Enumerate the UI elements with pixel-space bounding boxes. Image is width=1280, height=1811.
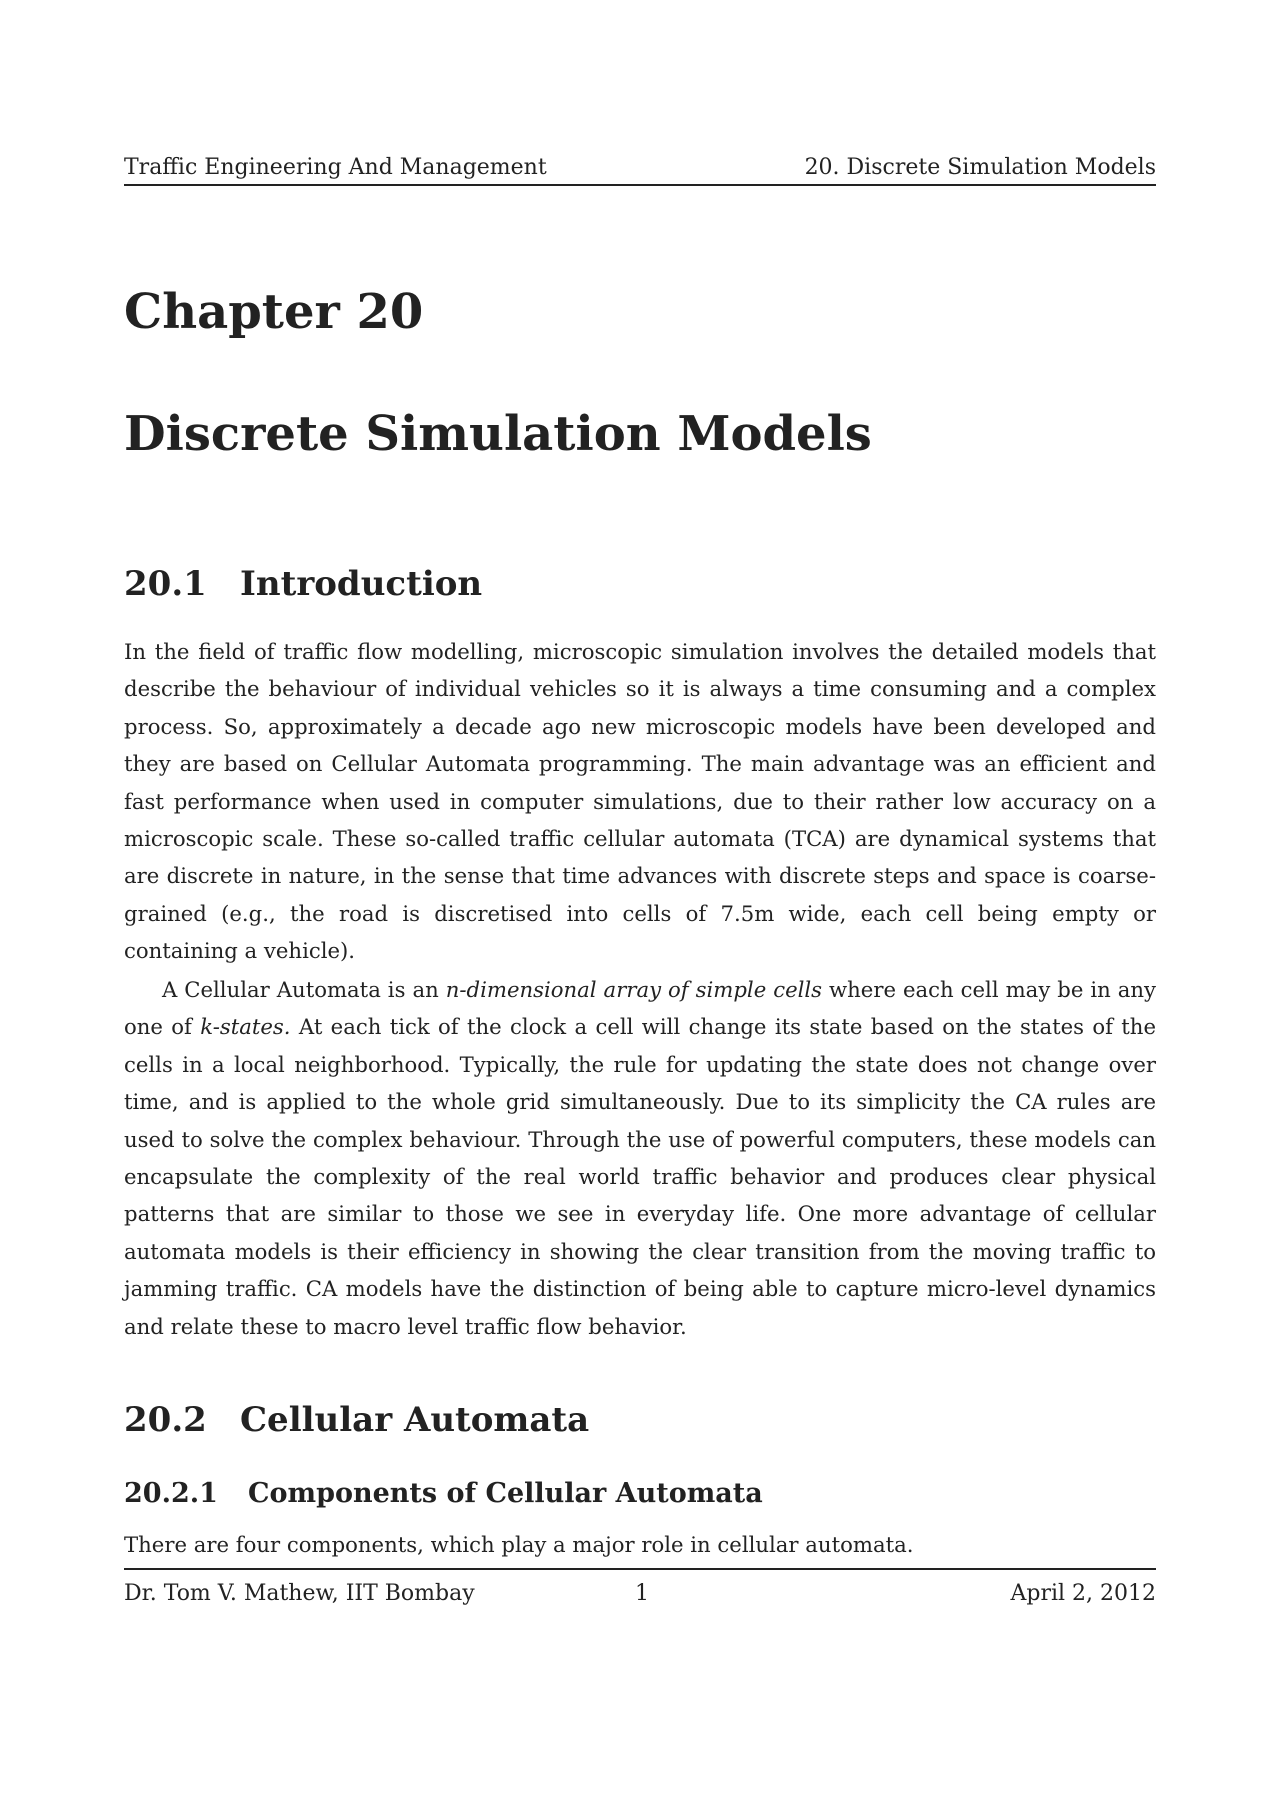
subsection-heading-components [124,1476,763,1512]
chapter-title: Discrete Simulation Models [124,406,872,462]
section-heading-cellular-automata [124,1398,589,1442]
emphasis-text: k-states. [200,1014,291,1040]
paragraph-text: where each cell may be in any one of [124,977,1156,1040]
paragraph-text: A Cellular Automata is an [162,977,446,1002]
document-page [124,0,1156,1811]
footer-date: April 2, 2012 [1010,1581,1156,1606]
running-footer [124,1568,1156,1614]
section-number: 20.2 [124,1400,207,1440]
section-heading-introduction [124,562,482,606]
running-header [124,152,1156,186]
section-title: Introduction [240,564,483,604]
intro-paragraph-1: In the field of traffic flow modelling, microscopic simulation involves the detailed models that describe the behaviour of individual vehicles so it is always a time consuming and a complex process. So, approximately a decade ago new microscopic models have been developed and they are based on Cellular Automata programming. The main advantage was an efficient and fast performance when used in computer simulations, due to their rather low accuracy on a microscopic scale. These so-called traffic cellular automata (TCA) are dynamical systems that are discrete in nature, in the sense that time advances with discrete steps and space is coarse-grained (e.g., the road is discretised into cells of 7.5m wide, each cell being empty or containing a vehicle). [124,639,1156,964]
chapter-label: Chapter 20 [124,284,424,340]
subsection-title: Components of Cellular Automata [248,1478,763,1509]
components-paragraph: There are four components, which play a major role in cellular automata. [124,1532,914,1557]
section-number: 20.1 [124,564,207,604]
footer-author: Dr. Tom V. Mathew, IIT Bombay [124,1581,475,1606]
header-book-title: Traffic Engineering And Management [124,155,547,180]
emphasis-text: n-dimensional array of simple cells [445,977,823,1002]
section-title: Cellular Automata [240,1400,590,1440]
footer-page-number: 1 [635,1581,649,1606]
intro-paragraph-2 [124,971,1156,1345]
header-chapter-title: 20. Discrete Simulation Models [804,155,1156,180]
paragraph-text: At each tick of the clock a cell will change its state based on the states of the cells in a local neighborhood. Typically, the rule for updating the state does not change over time, and is applied to the whole grid simultaneously. Due to its simplicity the CA rules are used to solve the complex behaviour. Through the use of powerful computers, these models can encapsulate the complexity of the real world traffic behavior and produces clear physical patterns that are similar to those we see in everyday life. One more advantage of cellular automata models is their efficiency in showing the clear transition from the moving traffic to jamming traffic. CA models have the distinction of being able to capture micro-level dynamics and relate these to macro level traffic flow behavior. [124,1014,1156,1339]
subsection-number: 20.2.1 [124,1478,218,1509]
